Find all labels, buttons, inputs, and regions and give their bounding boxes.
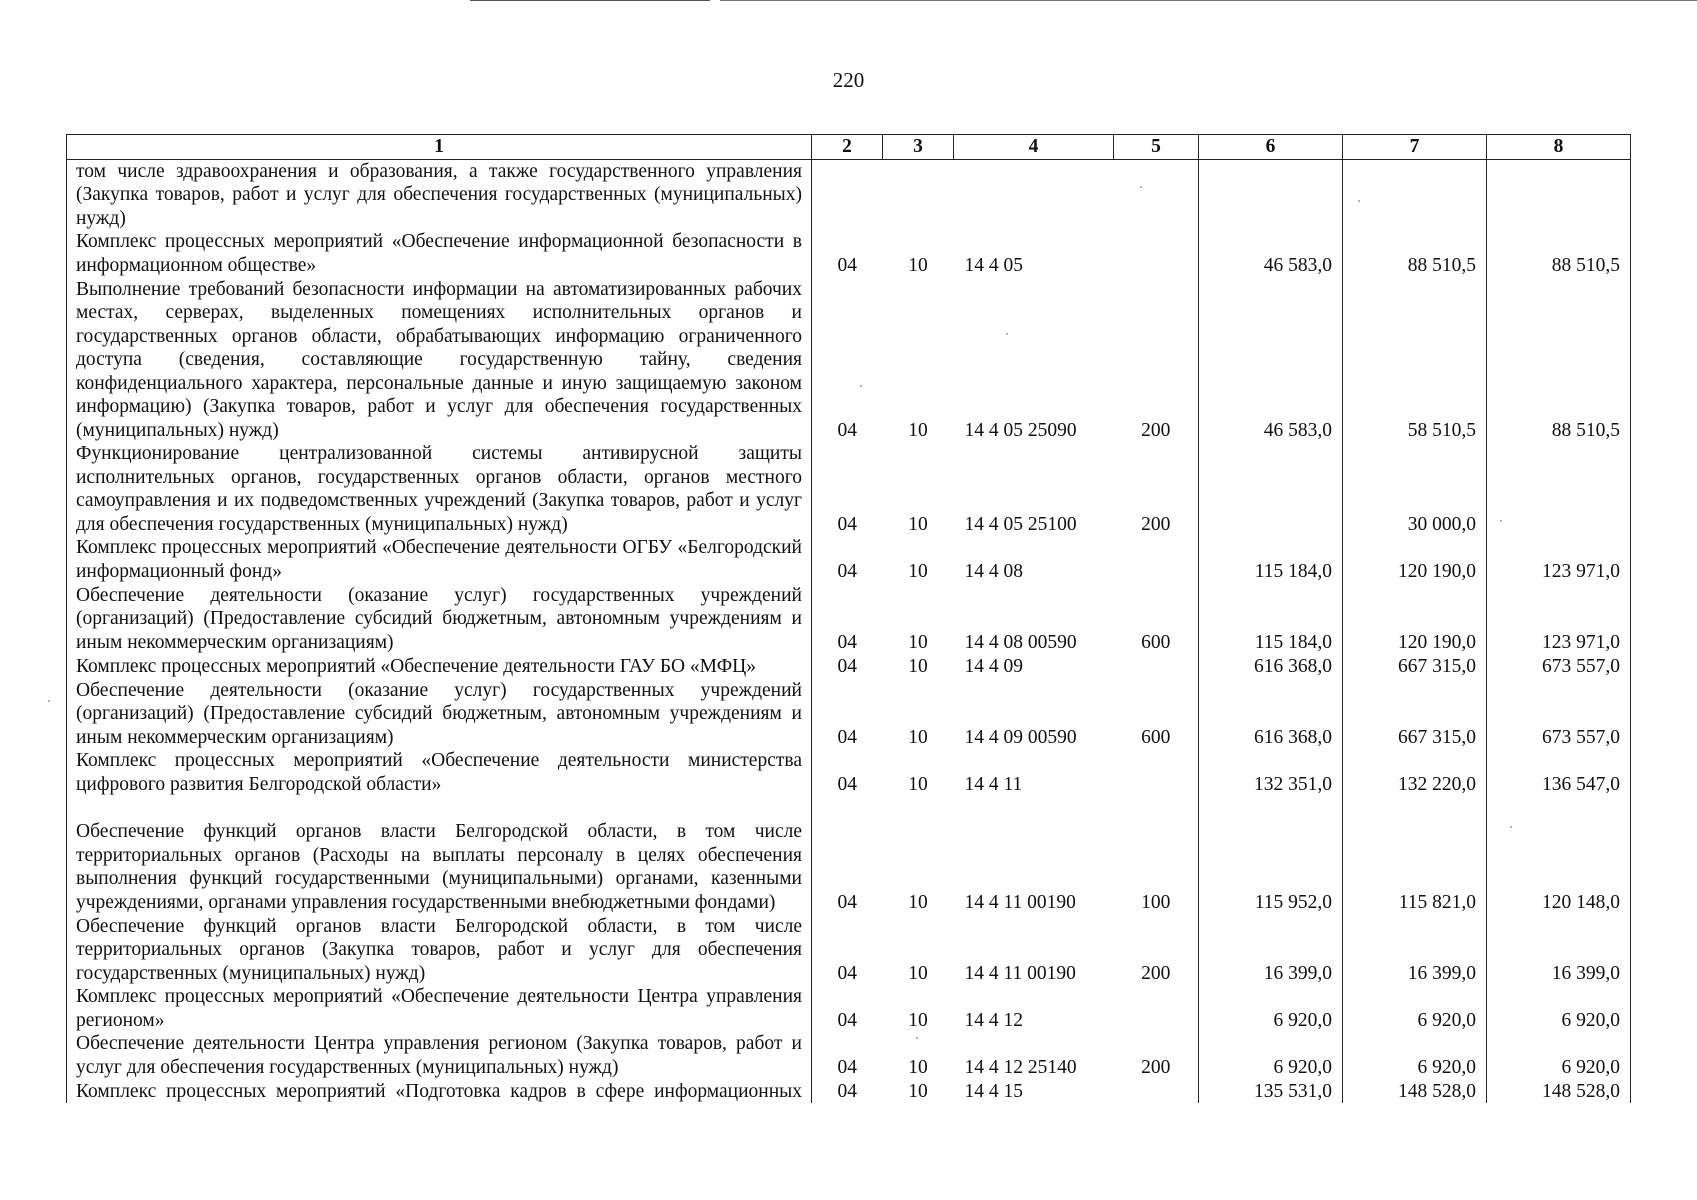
row-amount-col-7: 667 315,0 [1343, 654, 1487, 678]
header-col-4: 4 [954, 135, 1114, 160]
row-target-article: 14 4 11 00190 [964, 891, 1076, 913]
row-section: 04 [812, 583, 883, 654]
scan-speck [1500, 520, 1502, 522]
row-amount-col-8: 88 510,5 [1487, 230, 1631, 277]
row-amount-col-7: 120 190,0 [1343, 583, 1487, 654]
row-amount-col-8: 123 971,0 [1487, 536, 1631, 583]
row-name: Комплекс процессных мероприятий «Обеспечение деятельности министерства цифрового развития Белгородской области» [67, 749, 812, 796]
row-section [812, 159, 883, 230]
row-amount-col-7 [1343, 159, 1487, 230]
row-subsection: 10 [908, 891, 928, 913]
row-expense-type [1114, 1079, 1199, 1103]
row-subsection: 10 [908, 1080, 928, 1102]
row-section: 04 [812, 985, 883, 1032]
row-amount-col-6 [1199, 442, 1343, 536]
row-amount-col-7: 120 190,0 [1343, 536, 1487, 583]
scan-speck [860, 385, 862, 387]
row-name: Функционирование централизованной системы антивирусной защиты исполнительных органов, государственных органов области, органов местного самоуправления и их подведомственных учреждений (Закупка товаров, работ и услуг для обеспечения государственных (муниципальных) нужд) [67, 442, 812, 536]
row-expense-type: 200 [1114, 442, 1199, 536]
row-amount-col-6: 16 399,0 [1199, 914, 1343, 985]
row-subsection: 10 [908, 655, 928, 677]
row-amount-col-7: 88 510,5 [1343, 230, 1487, 277]
budget-allocation-table [66, 134, 1631, 1103]
row-section: 04 [812, 678, 883, 749]
row-amount-col-8: 673 557,0 [1487, 654, 1631, 678]
row-target-article: 14 4 05 25090 [964, 419, 1077, 441]
row-name: Комплекс процессных мероприятий «Обеспечение деятельности ГАУ БО «МФЦ» [67, 654, 812, 678]
table-row [67, 536, 1631, 583]
row-amount-col-7: 6 920,0 [1343, 1032, 1487, 1079]
row-amount-col-8 [1487, 159, 1631, 230]
row-name: Комплекс процессных мероприятий «Подготовка кадров в сфере информационных [67, 1079, 812, 1103]
row-expense-type [1114, 230, 1199, 277]
row-section: 04 [812, 1032, 883, 1079]
row-target-article: 14 4 08 [964, 560, 1023, 582]
row-name: Обеспечение функций органов власти Белгородской области, в том числе территориальных органов (Закупка товаров, работ и услуг для обеспечения государственных (муниципальных) нужд) [67, 914, 812, 985]
row-amount-col-7: 132 220,0 [1343, 749, 1487, 796]
scan-speck [1140, 186, 1142, 188]
header-col-6: 6 [1199, 135, 1343, 160]
scan-speck [48, 700, 50, 702]
row-amount-col-7: 148 528,0 [1343, 1079, 1487, 1103]
table-row [67, 277, 1631, 442]
row-section: 04 [812, 749, 883, 796]
row-expense-type: 600 [1114, 583, 1199, 654]
row-target-article: 14 4 09 00590 [964, 726, 1077, 748]
row-amount-col-8: 136 547,0 [1487, 749, 1631, 796]
row-name: Комплекс процессных мероприятий «Обеспечение информационной безопасности в информационном обществе» [67, 230, 812, 277]
row-amount-col-7: 6 920,0 [1343, 985, 1487, 1032]
row-subsection: 10 [908, 254, 928, 276]
row-amount-col-6: 6 920,0 [1199, 1032, 1343, 1079]
scan-speck [916, 1037, 918, 1039]
scan-edge-lines [0, 0, 1697, 4]
table-row [67, 796, 1631, 914]
row-name: Обеспечение деятельности (оказание услуг) государственных учреждений (организаций) (Предоставление субсидий бюджетным, автономным учреждениям и иным некоммерческим организациям) [67, 678, 812, 749]
table-header [67, 135, 1631, 160]
row-amount-col-8: 88 510,5 [1487, 277, 1631, 442]
row-expense-type: 200 [1114, 277, 1199, 442]
row-subsection: 10 [908, 419, 928, 441]
row-section: 04 [812, 536, 883, 583]
row-amount-col-6: 132 351,0 [1199, 749, 1343, 796]
row-amount-col-8: 120 148,0 [1487, 796, 1631, 914]
header-col-3: 3 [883, 135, 954, 160]
table-row [67, 1032, 1631, 1079]
row-section: 04 [812, 277, 883, 442]
row-name: Обеспечение деятельности (оказание услуг) государственных учреждений (организаций) (Предоставление субсидий бюджетным, автономным учреждениям и иным некоммерческим организациям) [67, 583, 812, 654]
row-subsection [883, 159, 954, 230]
row-target-article: 14 4 05 25100 [964, 513, 1077, 535]
header-col-5: 5 [1114, 135, 1199, 160]
table-row [67, 159, 1631, 230]
row-amount-col-6: 115 952,0 [1199, 796, 1343, 914]
row-target-article: 14 4 08 00590 [964, 631, 1077, 653]
table-row [67, 654, 1631, 678]
row-amount-col-6 [1199, 159, 1343, 230]
row-subsection: 10 [908, 726, 928, 748]
table-body [67, 159, 1631, 1103]
row-amount-col-8: 6 920,0 [1487, 1032, 1631, 1079]
row-expense-type [1114, 749, 1199, 796]
row-expense-type: 100 [1114, 796, 1199, 914]
row-section: 04 [812, 230, 883, 277]
row-expense-type: 200 [1114, 1032, 1199, 1079]
row-subsection: 10 [908, 1009, 928, 1031]
table-header-row [67, 135, 1631, 160]
row-name: Обеспечение деятельности Центра управления регионом (Закупка товаров, работ и услуг для обеспечения государственных (муниципальных) нужд) [67, 1032, 812, 1079]
row-section: 04 [812, 442, 883, 536]
scan-line [720, 0, 1697, 1]
row-target-article: 14 4 12 [964, 1009, 1023, 1031]
scan-speck [1510, 826, 1512, 828]
table-row [67, 442, 1631, 536]
row-name: Комплекс процессных мероприятий «Обеспечение деятельности Центра управления регионом» [67, 985, 812, 1032]
row-name: Комплекс процессных мероприятий «Обеспечение деятельности ОГБУ «Белгородский информационный фонд» [67, 536, 812, 583]
row-amount-col-8: 148 528,0 [1487, 1079, 1631, 1103]
row-name: Выполнение требований безопасности информации на автоматизированных рабочих местах, серверах, выделенных помещениях исполнительных органов и государственных органов области, обрабатывающих информацию ограниченного доступа (сведения, составляющие государственную тайну, сведения конфиденциального характера, персональные данные и иную защищаемую законом информацию) (Закупка товаров, работ и услуг для обеспечения государственных (муниципальных) нужд) [67, 277, 812, 442]
row-target-article: 14 4 11 [964, 773, 1023, 795]
row-subsection: 10 [908, 513, 928, 535]
header-col-7: 7 [1343, 135, 1487, 160]
header-col-8: 8 [1487, 135, 1631, 160]
row-expense-type [1114, 536, 1199, 583]
table-row [67, 1079, 1631, 1103]
row-amount-col-8 [1487, 442, 1631, 536]
row-subsection: 10 [908, 773, 928, 795]
table-row [67, 230, 1631, 277]
row-amount-col-6: 135 531,0 [1199, 1079, 1343, 1103]
row-amount-col-7: 58 510,5 [1343, 277, 1487, 442]
row-amount-col-8: 16 399,0 [1487, 914, 1631, 985]
table-row [67, 749, 1631, 796]
row-amount-col-6: 616 368,0 [1199, 678, 1343, 749]
row-expense-type [1114, 654, 1199, 678]
row-subsection: 10 [908, 560, 928, 582]
row-target-article: 14 4 15 [964, 1080, 1023, 1102]
row-amount-col-6: 616 368,0 [1199, 654, 1343, 678]
row-amount-col-6: 6 920,0 [1199, 985, 1343, 1032]
row-amount-col-7: 115 821,0 [1343, 796, 1487, 914]
row-section: 04 [812, 796, 883, 914]
row-expense-type: 200 [1114, 914, 1199, 985]
page-number: 220 [832, 68, 865, 92]
row-amount-col-7: 667 315,0 [1343, 678, 1487, 749]
row-expense-type [1114, 985, 1199, 1032]
table-row [67, 914, 1631, 985]
scan-speck [1006, 333, 1008, 335]
row-expense-type: 600 [1114, 678, 1199, 749]
row-name: Обеспечение функций органов власти Белгородской области, в том числе территориальных органов (Расходы на выплаты персоналу в целях обеспечения выполнения функций государственными (муниципальными) органами, казенными учреждениями, органами управления государственными внебюджетными фондами) [67, 796, 812, 914]
row-amount-col-8: 6 920,0 [1487, 985, 1631, 1032]
row-amount-col-8: 673 557,0 [1487, 678, 1631, 749]
row-amount-col-7: 30 000,0 [1343, 442, 1487, 536]
row-target-article: 14 4 11 00190 [964, 962, 1076, 984]
row-target-article: 14 4 12 25140 [964, 1056, 1077, 1078]
header-col-1: 1 [67, 135, 812, 160]
row-subsection: 10 [908, 962, 928, 984]
row-amount-col-8: 123 971,0 [1487, 583, 1631, 654]
row-amount-col-6: 115 184,0 [1199, 583, 1343, 654]
row-amount-col-6: 46 583,0 [1199, 230, 1343, 277]
row-target-article [954, 159, 1114, 230]
row-amount-col-7: 16 399,0 [1343, 914, 1487, 985]
row-name: том числе здравоохранения и образования, а также государственного управления (Закупка товаров, работ и услуг для обеспечения государственных (муниципальных) нужд) [67, 159, 812, 230]
table-row [67, 583, 1631, 654]
row-subsection: 10 [908, 1056, 928, 1078]
scan-speck [1358, 200, 1360, 202]
row-amount-col-6: 115 184,0 [1199, 536, 1343, 583]
scan-line [470, 0, 710, 1]
table-row [67, 678, 1631, 749]
row-amount-col-6: 46 583,0 [1199, 277, 1343, 442]
row-subsection: 10 [908, 631, 928, 653]
row-section: 04 [812, 914, 883, 985]
row-section: 04 [812, 1079, 883, 1103]
row-expense-type [1114, 159, 1199, 230]
row-section: 04 [812, 654, 883, 678]
row-target-article: 14 4 05 [964, 254, 1023, 276]
header-col-2: 2 [812, 135, 883, 160]
row-target-article: 14 4 09 [964, 655, 1023, 677]
table-row [67, 985, 1631, 1032]
